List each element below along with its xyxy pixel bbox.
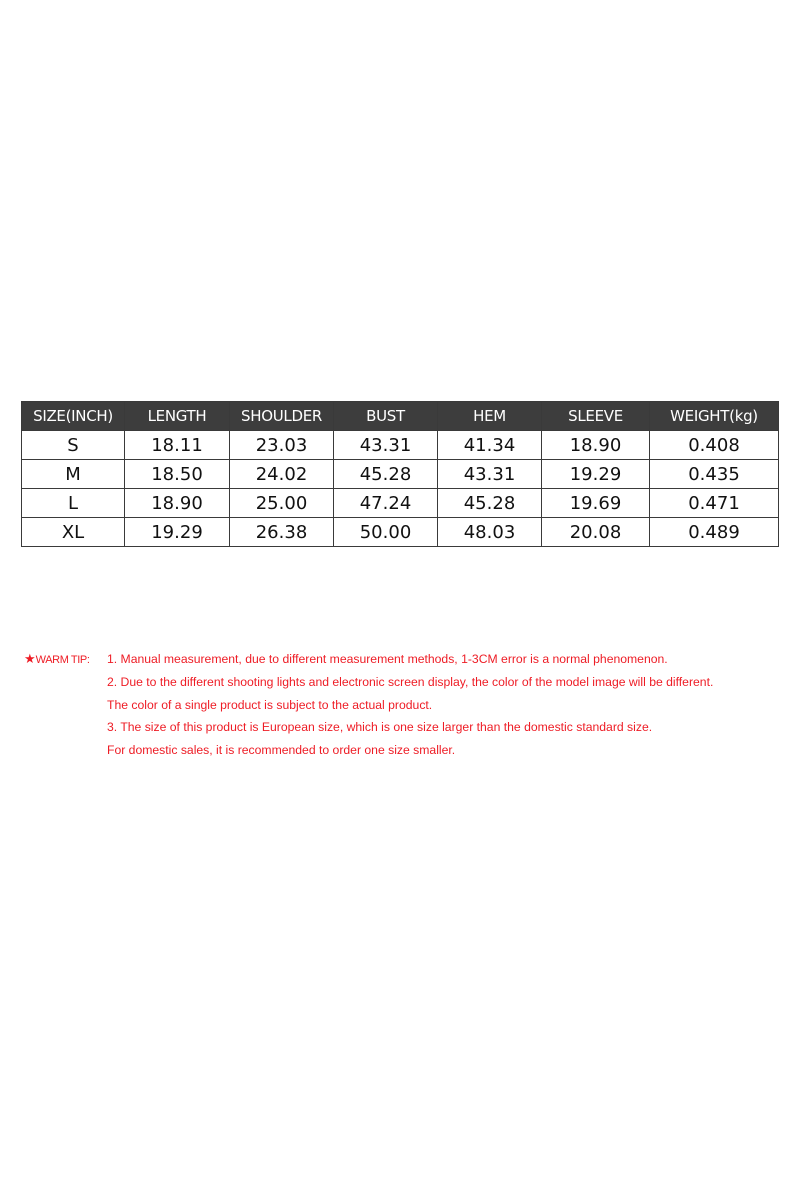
header-weight: WEIGHT(kg) (650, 402, 779, 431)
header-length: LENGTH (125, 402, 230, 431)
table-row (22, 489, 779, 518)
header-hem: HEM (438, 402, 542, 431)
cell-shoulder: 23.03 (230, 431, 334, 460)
cell-shoulder: 24.02 (230, 460, 334, 489)
cell-sleeve: 18.90 (542, 431, 650, 460)
cell-length: 18.50 (125, 460, 230, 489)
table-header-row (22, 402, 779, 431)
cell-hem: 41.34 (438, 431, 542, 460)
tip-line-2: 2. Due to the different shooting lights and electronic screen display, the color of the model image will be different. (107, 674, 714, 689)
warm-tip-label (24, 651, 90, 667)
tip-line-3-continued: For domestic sales, it is recommended to order one size smaller. (107, 743, 456, 758)
header-sleeve: SLEEVE (542, 402, 650, 431)
cell-hem: 48.03 (438, 518, 542, 547)
cell-shoulder: 25.00 (230, 489, 334, 518)
size-chart-table (21, 401, 779, 547)
cell-size: S (22, 431, 125, 460)
cell-bust: 50.00 (334, 518, 438, 547)
star-icon: ★ (24, 651, 36, 666)
cell-weight: 0.435 (650, 460, 779, 489)
cell-hem: 45.28 (438, 489, 542, 518)
cell-bust: 43.31 (334, 431, 438, 460)
header-bust: BUST (334, 402, 438, 431)
cell-length: 18.90 (125, 489, 230, 518)
header-size: SIZE(INCH) (22, 402, 125, 431)
cell-hem: 43.31 (438, 460, 542, 489)
warm-tip-lines (107, 651, 713, 765)
table-row (22, 460, 779, 489)
table-row (22, 431, 779, 460)
header-shoulder: SHOULDER (230, 402, 334, 431)
table-row (22, 518, 779, 547)
warm-tip-label-text: WARM TIP: (35, 654, 90, 666)
tip-line-3: 3. The size of this product is European size, which is one size larger than the domestic standard size. (107, 720, 653, 735)
cell-bust: 47.24 (334, 489, 438, 518)
cell-size: L (22, 489, 125, 518)
cell-sleeve: 19.29 (542, 460, 650, 489)
cell-size: M (22, 460, 125, 489)
cell-sleeve: 19.69 (542, 489, 650, 518)
cell-size: XL (22, 518, 125, 547)
cell-length: 18.11 (125, 431, 230, 460)
cell-length: 19.29 (125, 518, 230, 547)
tip-line-1: 1. Manual measurement, due to different measurement methods, 1-3CM error is a normal phenomenon. (107, 652, 668, 666)
cell-shoulder: 26.38 (230, 518, 334, 547)
tip-line-2-continued: The color of a single product is subject to the actual product. (107, 697, 433, 712)
cell-sleeve: 20.08 (542, 518, 650, 547)
cell-weight: 0.408 (650, 431, 779, 460)
cell-bust: 45.28 (334, 460, 438, 489)
cell-weight: 0.471 (650, 489, 779, 518)
cell-weight: 0.489 (650, 518, 779, 547)
